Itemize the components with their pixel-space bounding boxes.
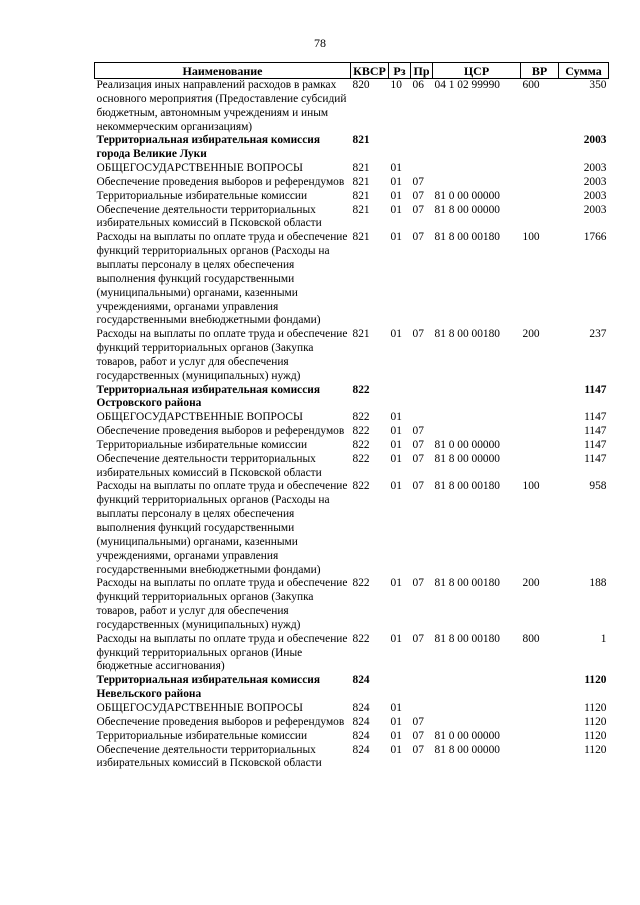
row-sum: 350: [589, 79, 607, 91]
table-row: [95, 716, 609, 730]
row-csr: 81 8 00 00000: [434, 452, 500, 465]
row-name: Обеспечение проведения выборов и референдумов: [96, 175, 345, 188]
row-csr: [433, 176, 521, 190]
row-name: Расходы на выплаты по оплате труда и обеспечение функций территориальных органов (Расходы на выплаты персоналу в целях обеспечения выполнения функций государственными (муниципальными) органами, казенными учреждениями, органами управления государственными внебюджетными фондами): [96, 480, 348, 576]
row-name: Территориальная избирательная комиссия города Великие Луки: [96, 134, 320, 161]
row-vr: [521, 716, 559, 730]
row-pr: 07: [412, 452, 424, 465]
row-name: Реализация иных направлений расходов в рамках основного мероприятия (Предоставление субсидий бюджетным, автономным учреждениям и иным некоммерческим организациям): [96, 79, 347, 133]
row-rz: 01: [390, 203, 402, 216]
row-csr: [433, 716, 521, 730]
row-kvsr: 821: [352, 162, 370, 175]
row-rz: 10: [390, 79, 402, 91]
row-kvsr: 822: [352, 438, 370, 451]
row-name: Обеспечение проведения выборов и референдумов: [96, 715, 345, 728]
table-row: [95, 730, 609, 744]
row-name: Обеспечение проведения выборов и референдумов: [96, 425, 345, 438]
row-rz: [389, 384, 411, 412]
row-name: Расходы на выплаты по оплате труда и обеспечение функций территориальных органов (Закупка товаров, работ и услуг для обеспечения государственных (муниципальных) нужд): [96, 328, 348, 382]
table-row: [95, 231, 609, 328]
row-rz: [389, 134, 411, 162]
row-kvsr: 824: [352, 674, 370, 687]
row-sum: 2003: [583, 175, 607, 188]
row-sum: 2003: [583, 189, 607, 202]
row-rz: 01: [390, 729, 402, 742]
table-row: [95, 204, 609, 232]
row-sum: 1147: [584, 383, 607, 396]
row-kvsr: 822: [352, 480, 370, 493]
row-pr: [411, 134, 433, 162]
row-vr: [521, 744, 559, 772]
table-row: [95, 134, 609, 162]
row-rz: 01: [390, 328, 402, 341]
row-pr: [411, 384, 433, 412]
header-rz: Рз: [389, 63, 411, 79]
table-row: [95, 439, 609, 453]
row-rz: 01: [390, 480, 402, 493]
row-csr: 81 0 00 00000: [434, 729, 500, 742]
row-sum: 1120: [584, 729, 607, 742]
row-rz: 01: [390, 632, 402, 645]
row-rz: 01: [390, 577, 402, 590]
row-csr: [433, 384, 521, 412]
row-kvsr: 821: [352, 134, 370, 147]
table-row: [95, 176, 609, 190]
row-sum: 1120: [584, 701, 607, 714]
row-csr: 81 8 00 00180: [434, 231, 500, 244]
row-sum: 1120: [584, 715, 607, 728]
row-name: Расходы на выплаты по оплате труда и обеспечение функций территориальных органов (Иные бюджетные ассигнования): [96, 632, 348, 673]
row-csr: 81 8 00 00180: [434, 577, 500, 590]
row-vr: [521, 204, 559, 232]
row-rz: 01: [390, 701, 402, 714]
row-vr: 100: [522, 231, 540, 244]
row-vr: [521, 453, 559, 481]
row-name: Обеспечение деятельности территориальных избирательных комиссий в Псковской области: [96, 452, 322, 479]
row-kvsr: 821: [352, 203, 370, 216]
row-kvsr: 820: [352, 79, 370, 91]
row-rz: 01: [390, 175, 402, 188]
header-sum: Сумма: [559, 63, 609, 79]
header-vr: ВР: [521, 63, 559, 79]
row-vr: [521, 411, 559, 425]
row-vr: 200: [522, 577, 540, 590]
row-pr: 07: [412, 715, 424, 728]
table-body: [95, 79, 609, 772]
row-name: Расходы на выплаты по оплате труда и обеспечение функций территориальных органов (Закупка товаров, работ и услуг для обеспечения государственных (муниципальных) нужд): [96, 577, 348, 631]
row-csr: 81 8 00 00000: [434, 203, 500, 216]
row-name: ОБЩЕГОСУДАРСТВЕННЫЕ ВОПРОСЫ: [96, 701, 303, 714]
row-name: Территориальные избирательные комиссии: [96, 729, 308, 742]
row-vr: [521, 190, 559, 204]
row-pr: 07: [412, 203, 424, 216]
row-rz: 01: [390, 411, 402, 424]
row-pr: 07: [412, 231, 424, 244]
row-sum: 958: [589, 480, 607, 493]
row-name: ОБЩЕГОСУДАРСТВЕННЫЕ ВОПРОСЫ: [96, 411, 303, 424]
row-pr: [411, 674, 433, 702]
row-kvsr: 822: [352, 411, 370, 424]
row-csr: 81 8 00 00180: [434, 480, 500, 493]
row-pr: 07: [412, 175, 424, 188]
row-vr: [521, 730, 559, 744]
row-vr: [521, 674, 559, 702]
row-vr: 200: [522, 328, 540, 341]
row-csr: 04 1 02 99990: [434, 79, 500, 91]
table-row: [95, 328, 609, 383]
row-pr: 06: [412, 79, 424, 91]
table-row: [95, 577, 609, 632]
row-name: Территориальные избирательные комиссии: [96, 438, 308, 451]
row-vr: [521, 439, 559, 453]
row-name: ОБЩЕГОСУДАРСТВЕННЫЕ ВОПРОСЫ: [96, 162, 303, 175]
row-kvsr: 821: [352, 328, 370, 341]
row-kvsr: 821: [352, 231, 370, 244]
table-row: [95, 190, 609, 204]
row-sum: 2003: [583, 134, 607, 147]
row-sum: 1147: [584, 452, 607, 465]
row-rz: 01: [390, 231, 402, 244]
row-csr: [433, 702, 521, 716]
row-csr: 81 8 00 00000: [434, 743, 500, 756]
row-sum: 1766: [583, 231, 607, 244]
row-kvsr: 824: [352, 729, 370, 742]
row-sum: 188: [589, 577, 607, 590]
row-csr: 81 0 00 00000: [434, 189, 500, 202]
row-rz: 01: [390, 452, 402, 465]
row-pr: 07: [412, 729, 424, 742]
row-vr: [521, 425, 559, 439]
row-pr: [411, 702, 433, 716]
row-kvsr: 824: [352, 701, 370, 714]
row-vr: [521, 162, 559, 176]
table-row: [95, 79, 609, 135]
header-csr: ЦСР: [433, 63, 521, 79]
page-number: 78: [314, 36, 326, 50]
row-kvsr: 821: [352, 189, 370, 202]
row-vr: [521, 702, 559, 716]
row-vr: [521, 384, 559, 412]
row-name: Территориальная избирательная комиссия Островского района: [96, 383, 320, 410]
row-sum: 1147: [584, 425, 607, 438]
table-row: [95, 480, 609, 577]
row-pr: 07: [412, 577, 424, 590]
row-pr: 07: [412, 480, 424, 493]
budget-table: [94, 62, 609, 771]
row-name: Территориальные избирательные комиссии: [96, 189, 308, 202]
row-vr: [521, 176, 559, 190]
row-pr: 07: [412, 438, 424, 451]
row-rz: 01: [390, 425, 402, 438]
row-kvsr: 821: [352, 175, 370, 188]
header-pr: Пр: [411, 63, 433, 79]
row-vr: [521, 134, 559, 162]
row-csr: [433, 425, 521, 439]
row-pr: [411, 411, 433, 425]
row-kvsr: 822: [352, 383, 370, 396]
table-row: [95, 674, 609, 702]
row-kvsr: 824: [352, 715, 370, 728]
row-pr: 07: [412, 328, 424, 341]
row-rz: 01: [390, 189, 402, 202]
table-row: [95, 453, 609, 481]
row-name: Территориальная избирательная комиссия Невельского района: [96, 674, 320, 701]
row-csr: 81 0 00 00000: [434, 438, 500, 451]
table-row: [95, 744, 609, 772]
row-vr: 800: [522, 632, 540, 645]
row-kvsr: 822: [352, 577, 370, 590]
row-rz: 01: [390, 743, 402, 756]
row-csr: [433, 411, 521, 425]
row-csr: 81 8 00 00180: [434, 328, 500, 341]
row-name: Обеспечение деятельности территориальных избирательных комиссий в Псковской области: [96, 743, 322, 770]
row-csr: [433, 162, 521, 176]
row-name: Расходы на выплаты по оплате труда и обеспечение функций территориальных органов (Расходы на выплаты персоналу в целях обеспечения выполнения функций государственными (муниципальными) органами, казенными учреждениями, органами управления государственными внебюджетными фондами): [96, 231, 348, 327]
row-sum: 2003: [583, 203, 607, 216]
table-header-row: [95, 63, 609, 79]
row-rz: 01: [390, 438, 402, 451]
table-row: [95, 384, 609, 412]
header-name: Наименование: [95, 63, 351, 79]
row-pr: 07: [412, 632, 424, 645]
table-row: [95, 633, 609, 675]
row-sum: 1147: [584, 411, 607, 424]
row-csr: 81 8 00 00180: [434, 632, 500, 645]
row-kvsr: 822: [352, 452, 370, 465]
table-row: [95, 411, 609, 425]
row-rz: 01: [390, 715, 402, 728]
row-sum: 1120: [584, 743, 607, 756]
row-pr: 07: [412, 425, 424, 438]
row-sum: 237: [589, 328, 607, 341]
row-sum: 1: [600, 632, 607, 645]
row-rz: [389, 674, 411, 702]
row-rz: 01: [390, 162, 402, 175]
row-pr: 07: [412, 189, 424, 202]
row-vr: 100: [522, 480, 540, 493]
table-row: [95, 162, 609, 176]
row-kvsr: 824: [352, 743, 370, 756]
row-kvsr: 822: [352, 425, 370, 438]
row-csr: [433, 134, 521, 162]
row-sum: 1120: [584, 674, 607, 687]
row-name: Обеспечение деятельности территориальных избирательных комиссий в Псковской области: [96, 203, 322, 230]
row-csr: [433, 674, 521, 702]
header-kvsr: КВСР: [351, 63, 389, 79]
row-sum: 1147: [584, 438, 607, 451]
row-vr: 600: [522, 79, 540, 91]
row-kvsr: 822: [352, 632, 370, 645]
row-pr: 07: [412, 743, 424, 756]
table-row: [95, 425, 609, 439]
row-sum: 2003: [583, 162, 607, 175]
table-row: [95, 702, 609, 716]
row-pr: [411, 162, 433, 176]
